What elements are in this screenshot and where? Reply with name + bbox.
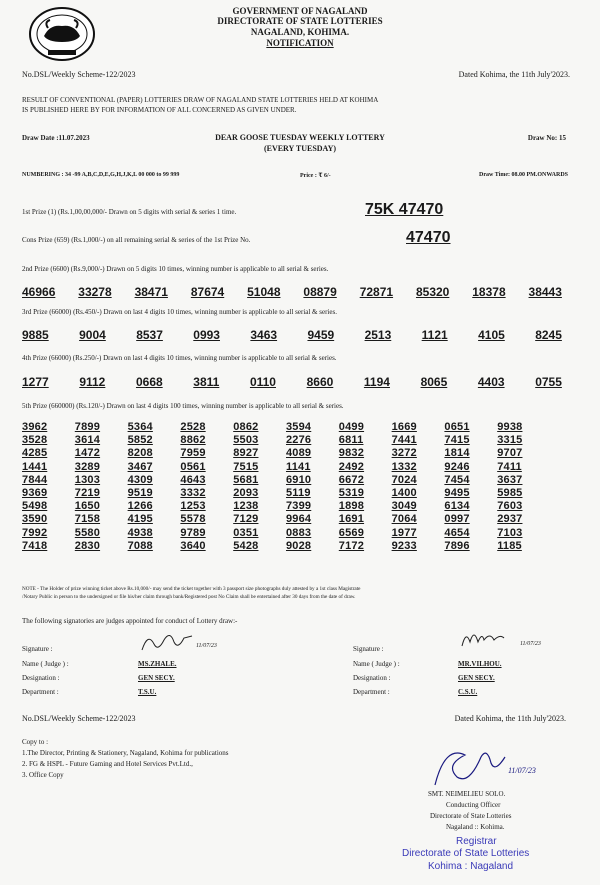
fourth-prize-number: 9112 <box>79 375 106 389</box>
fifth-prize-number: 3614 <box>74 434 101 447</box>
fifth-prize-number: 5985 <box>497 487 523 500</box>
fifth-prize-number: 3594 <box>285 421 312 433</box>
fifth-prize-number: 7418 <box>22 539 48 552</box>
fifth-prize-label: 5th Prize (660000) (Rs.120/-) Drawn on last 4 digits 100 times, winning number is applicable to all serial & series. <box>22 402 344 410</box>
fifth-prize-number: 3962 <box>22 421 48 433</box>
judge-left-designation-label: Designation : <box>22 674 60 682</box>
fifth-prize-number: 9964 <box>285 513 312 526</box>
fifth-prize-number: 2093 <box>233 487 259 500</box>
fifth-prize-number: 6811 <box>338 434 364 447</box>
dated-text: Dated Kohima, the 11th July'2023. <box>458 70 570 79</box>
fourth-prize-number: 1277 <box>22 375 49 389</box>
second-prize-number: 72871 <box>359 285 394 299</box>
fifth-prize-number: 6672 <box>338 473 365 486</box>
fifth-prize-number: 7399 <box>285 500 312 513</box>
fifth-prize-number: 1141 <box>285 460 311 473</box>
fifth-prize-number: 3315 <box>497 434 523 447</box>
fifth-prize-number: 1669 <box>391 421 417 433</box>
first-prize-number: 75K 47470 <box>365 201 444 218</box>
second-prize-number: 85320 <box>415 285 450 299</box>
fifth-prize-number: 7088 <box>127 539 153 552</box>
fifth-prize-number: 7411 <box>497 460 522 473</box>
fourth-prize-number: 0668 <box>135 375 163 389</box>
fifth-prize-number: 7129 <box>233 513 259 526</box>
fifth-prize-number: 8927 <box>233 447 259 460</box>
fifth-prize-number: 0883 <box>285 526 312 539</box>
fifth-prize-number: 7959 <box>180 447 206 460</box>
fifth-prize-number: 3590 <box>22 513 48 526</box>
fifth-prize-number: 0997 <box>444 513 470 526</box>
fifth-prize-number: 9832 <box>338 447 365 460</box>
fifth-prize-number: 4285 <box>22 447 48 460</box>
fifth-prize-number: 7441 <box>391 434 417 447</box>
fifth-prize-number: 9495 <box>444 487 470 500</box>
lottery-subtitle: (EVERY TUESDAY) <box>263 144 337 153</box>
second-prize-number: 87674 <box>190 285 225 299</box>
third-prize-label: 3rd Prize (66000) (Rs.450/-) Drawn on last 4 digits 10 times, winning number is applicable to all serial & series. <box>22 308 337 316</box>
fifth-prize-number: 7454 <box>444 473 470 486</box>
fifth-prize-number: 6569 <box>338 526 365 539</box>
third-prize-number: 2513 <box>364 328 392 342</box>
copy-to-item: 3. Office Copy <box>22 771 64 779</box>
fifth-prize-number: 7515 <box>233 460 259 473</box>
fifth-prize-number: 0499 <box>338 421 365 433</box>
first-prize-label: 1st Prize (1) (Rs.1,00,00,000/- Drawn on 5 digits with serial & series 1 time. <box>22 208 237 216</box>
fifth-prize-number: 7844 <box>22 473 48 486</box>
copy-to-item: 1.The Director, Printing & Stationery, Nagaland, Kohima for publications <box>22 749 229 757</box>
third-prize-number: 0993 <box>193 328 220 342</box>
cons-prize-label: Cons Prize (659) (Rs.1,000/-) on all remaining serial & series of the 1st Prize No. <box>22 236 251 244</box>
fifth-prize-number: 4195 <box>127 513 153 526</box>
fifth-prize-number: 1814 <box>444 447 470 460</box>
fifth-prize-number: 5578 <box>180 513 206 526</box>
fifth-prize-number: 1650 <box>74 500 101 513</box>
intro-line-1: RESULT OF CONVENTIONAL (PAPER) LOTTERIES DRAW OF NAGALAND STATE LOTTERIES HELD AT KOHIMA <box>22 96 379 104</box>
draw-date: Draw Date :11.07.2023 <box>22 134 90 142</box>
third-prize-number: 4105 <box>478 328 505 342</box>
fifth-prize-number: 7024 <box>391 473 417 486</box>
fourth-prize-number: 3811 <box>193 375 220 389</box>
second-prize-number: 08879 <box>303 285 337 299</box>
fifth-prize-number: 1253 <box>180 500 206 513</box>
officer-signature-date: 11/07/23 <box>508 766 536 775</box>
fifth-prize-number: 7899 <box>74 421 101 433</box>
header-government: GOVERNMENT OF NAGALAND <box>232 6 368 16</box>
fourth-prize-number: 1194 <box>363 375 390 389</box>
header-directorate: DIRECTORATE OF STATE LOTTERIES <box>217 16 383 26</box>
fifth-prize-number: 8208 <box>127 447 153 460</box>
officer-directorate: Directorate of State Lotteries <box>430 812 512 820</box>
judge-right-designation-label: Designation : <box>353 674 391 682</box>
judge-left-name: MS.ZHALE. <box>138 660 177 668</box>
fifth-prize-number: 3289 <box>74 460 101 473</box>
third-prize-number: 8537 <box>136 328 163 342</box>
fifth-prize-number: 4654 <box>444 526 470 539</box>
judge-left-signature-date: 11/07/23 <box>196 643 217 649</box>
fifth-prize-number: 7896 <box>444 539 470 552</box>
judge-right-signature-date: 11/07/23 <box>520 641 541 647</box>
fifth-prize-number: 9789 <box>180 526 206 539</box>
fifth-prize-number: 1691 <box>338 513 365 526</box>
header-location: NAGALAND, KOHIMA. <box>250 27 350 37</box>
fifth-prize-number: 8862 <box>180 434 206 447</box>
fifth-prize-number: 2830 <box>74 539 101 552</box>
fifth-prize-number: 9028 <box>285 539 312 552</box>
second-prize-number: 18378 <box>472 285 506 299</box>
judge-left-designation: GEN SECY. <box>138 674 175 682</box>
fifth-prize-number: 0561 <box>180 460 206 473</box>
fifth-prize-number: 7103 <box>497 526 523 539</box>
fifth-prize-number: 4309 <box>127 473 153 486</box>
second-prize-numbers <box>22 285 562 299</box>
cons-prize-number: 47470 <box>406 229 451 246</box>
judges-intro: The following signatories are judges appointed for conduct of Lottery draw:- <box>22 617 238 625</box>
fifth-prize-numbers <box>22 421 550 553</box>
fourth-prize-numbers <box>22 375 562 389</box>
judge-right-department-label: Department : <box>353 688 390 696</box>
draw-number: Draw No: 15 <box>527 134 566 142</box>
fifth-prize-number: 1266 <box>127 500 153 513</box>
dated-text-2: Dated Kohima, the 11th July'2023. <box>454 714 566 723</box>
judge-right-signature-label: Signature : <box>353 645 384 653</box>
second-prize-number: 51048 <box>247 285 281 299</box>
fifth-prize-number: 5498 <box>22 500 48 513</box>
intro-line-2: IS PUBLISHED HERE BY FOR INFORMATION OF ALL CONCERNED AS GIVEN UNDER. <box>22 106 297 114</box>
fifth-prize-number: 5364 <box>127 421 153 433</box>
fifth-prize-number: 3272 <box>391 447 417 460</box>
fifth-prize-number: 9707 <box>497 447 523 460</box>
second-prize-label: 2nd Prize (6600) (Rs.9,000/-) Drawn on 5 digits 10 times, winning number is applicable to all serial & series. <box>22 265 329 273</box>
judge-right-designation: GEN SECY. <box>458 674 495 682</box>
draw-time: Draw Time: 08.00 PM.ONWARDS <box>479 172 568 178</box>
fifth-prize-number: 7992 <box>22 526 48 539</box>
fifth-prize-number: 9246 <box>444 460 470 473</box>
fifth-prize-number: 4643 <box>180 473 206 486</box>
fourth-prize-number: 4403 <box>477 375 505 389</box>
officer-location: Nagaland :: Kohima. <box>446 823 505 831</box>
fifth-prize-number: 1977 <box>391 526 417 539</box>
second-prize-number: 46966 <box>22 285 56 299</box>
judge-right-name-label: Name ( Judge ) : <box>353 660 400 668</box>
third-prize-number: 3463 <box>250 328 278 342</box>
judge-left-department-label: Department : <box>22 688 59 696</box>
copy-to-heading: Copy to : <box>22 738 49 746</box>
fifth-prize-number: 3467 <box>127 460 153 473</box>
judge-left-department: T.S.U. <box>138 688 157 696</box>
numbering-info: NUMBERING : 34 -99 A,B,C,D,E,G,H,J,K,L 00 000 to 99 999 <box>22 172 180 178</box>
third-prize-number: 9885 <box>22 328 49 342</box>
fifth-prize-number: 9938 <box>497 421 523 433</box>
fifth-prize-number: 3528 <box>22 434 48 447</box>
registrar-stamp-directorate: Directorate of State Lotteries <box>402 848 530 859</box>
fifth-prize-number: 5119 <box>285 487 311 500</box>
fifth-prize-number: 4938 <box>127 526 153 539</box>
fifth-prize-number: 6910 <box>285 473 312 486</box>
fifth-prize-number: 5503 <box>233 434 259 447</box>
fifth-prize-number: 3332 <box>180 487 206 500</box>
fifth-prize-number: 7415 <box>444 434 470 447</box>
judge-left-name-label: Name ( Judge ) : <box>22 660 69 668</box>
reference-number: No.DSL/Weekly Scheme-122/2023 <box>22 70 136 79</box>
header-notification: NOTIFICATION <box>266 38 334 48</box>
fourth-prize-number: 0755 <box>535 375 562 389</box>
fifth-prize-number: 0351 <box>233 526 259 539</box>
second-prize-number: 38443 <box>528 285 562 299</box>
judge-left-signature-label: Signature : <box>22 645 53 653</box>
fifth-prize-number: 6134 <box>444 500 470 513</box>
fifth-prize-number: 1303 <box>74 473 101 486</box>
judge-right-department: C.S.U. <box>458 688 478 696</box>
note-line-2: /Notary Public in person to the undersigned or file his/her claim through bank/Registered post No Claim shall be entertained after 30 days from the date of draw. <box>22 594 356 600</box>
third-prize-number: 9004 <box>79 328 106 342</box>
officer-title: Conducting Officer <box>446 801 501 809</box>
fifth-prize-number: 3637 <box>497 473 523 486</box>
fourth-prize-number: 0110 <box>249 375 276 389</box>
fifth-prize-number: 3640 <box>180 539 206 552</box>
third-prize-number: 8245 <box>535 328 562 342</box>
ticket-price: Price : ₹ 6/- <box>300 173 331 179</box>
note-block <box>22 585 582 601</box>
fifth-prize-number: 1441 <box>22 460 48 473</box>
fifth-prize-number: 0651 <box>444 421 470 433</box>
judge-right-signature <box>458 624 538 654</box>
fifth-prize-number: 2937 <box>497 513 523 526</box>
fifth-prize-number: 5319 <box>338 487 365 500</box>
fifth-prize-number: 7158 <box>74 513 101 526</box>
fifth-prize-number: 2528 <box>180 421 206 433</box>
officer-name: SMT. NEIMELIEU SOLO. <box>428 790 506 798</box>
fifth-prize-number: 1400 <box>391 487 417 500</box>
fourth-prize-label: 4th Prize (66000) (Rs.250/-) Drawn on last 4 digits 10 times, winning number is applicable to all serial & series. <box>22 354 337 362</box>
fifth-prize-number: 1238 <box>233 500 259 513</box>
fifth-prize-number: 2492 <box>338 460 365 473</box>
lottery-name: DEAR GOOSE TUESDAY WEEKLY LOTTERY <box>215 133 385 142</box>
registrar-stamp-location: Kohima : Nagaland <box>428 861 514 872</box>
fourth-prize-number: 8660 <box>306 375 334 389</box>
fifth-prize-number: 5428 <box>233 539 259 552</box>
note-line-1: NOTE - The Holder of prize winning ticket above Rs.10,000/- may send the ticket together with 3 passport size photographs duly attested by a 1st class Magistrate <box>22 586 361 592</box>
third-prize-numbers <box>22 328 562 342</box>
fifth-prize-number: 1472 <box>74 447 101 460</box>
judge-right-name: MR.VILHOU. <box>458 660 502 668</box>
second-prize-number: 33278 <box>78 285 112 299</box>
fifth-prize-number: 1898 <box>338 500 365 513</box>
second-prize-number: 38471 <box>134 285 168 299</box>
copy-to-item: 2. FG & HSPL - Future Gaming and Hotel Services Pvt.Ltd., <box>22 760 193 768</box>
third-prize-number: 1121 <box>421 328 448 342</box>
fifth-prize-number: 1185 <box>497 539 522 552</box>
fifth-prize-number: 9233 <box>391 539 417 552</box>
fifth-prize-number: 7603 <box>497 500 523 513</box>
fifth-prize-number: 9369 <box>22 487 48 500</box>
fifth-prize-number: 3049 <box>391 500 417 513</box>
fifth-prize-number: 5852 <box>127 434 153 447</box>
fifth-prize-number: 5681 <box>233 473 259 486</box>
registrar-stamp-title: Registrar <box>456 836 497 847</box>
fifth-prize-number: 9519 <box>127 487 153 500</box>
fifth-prize-number: 5580 <box>74 526 101 539</box>
third-prize-number: 9459 <box>307 328 335 342</box>
fifth-prize-number: 4089 <box>285 447 312 460</box>
fifth-prize-number: 7219 <box>74 487 101 500</box>
reference-number-2: No.DSL/Weekly Scheme-122/2023 <box>22 714 136 723</box>
fifth-prize-number: 1332 <box>391 460 417 473</box>
fifth-prize-number: 7064 <box>391 513 417 526</box>
fifth-prize-number: 2276 <box>285 434 312 447</box>
fourth-prize-number: 8065 <box>420 375 448 389</box>
fifth-prize-number: 7172 <box>338 539 365 552</box>
officer-signature <box>425 735 575 791</box>
fifth-prize-number: 0862 <box>233 421 259 433</box>
